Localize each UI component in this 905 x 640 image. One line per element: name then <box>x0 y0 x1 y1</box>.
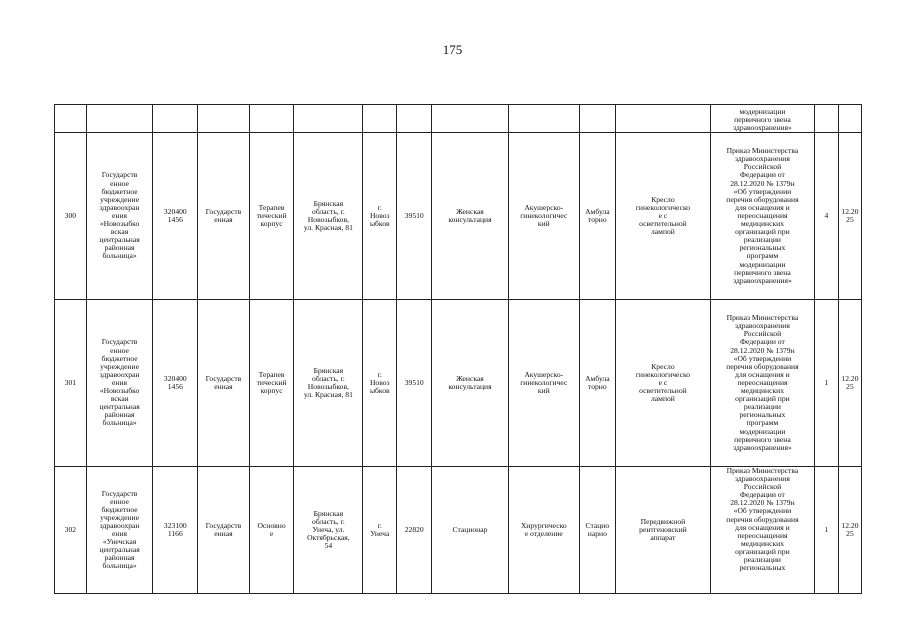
building-name: Терапев тический корпус <box>249 300 294 467</box>
page-number: 175 <box>442 42 463 57</box>
basis-fragment: модернизации первичного звена здравоохранения» <box>733 106 792 132</box>
organization-name: Государств енное бюджетное учреждение здравоохран ения «Новозыбко вская центральная районная больница» <box>86 300 153 467</box>
cell-org <box>86 105 153 133</box>
okato-code: 39510 <box>397 300 432 467</box>
building-name: Терапев тический корпус <box>249 133 294 300</box>
table-row-continuation <box>55 105 862 133</box>
table-row <box>55 300 862 467</box>
legal-basis: Приказ Министерства здравоохранения Российской Федерации от 28.12.2020 № 1379н «Об утверждении перечня оборудования для оснащения и переоснащения медицинских организаций при реализации региональных программ модернизации первичного звена здравоохранения» <box>711 133 815 300</box>
table-row <box>55 133 862 300</box>
row-number: 300 <box>55 133 87 300</box>
care-conditions: Стацио нарно <box>579 467 615 594</box>
okato-code: 22820 <box>397 467 432 594</box>
unit-name: Стационар <box>432 467 509 594</box>
cell-ownership <box>198 105 249 133</box>
equipment-name: Передвижной рентгеновский аппарат <box>615 467 710 594</box>
delivery-date: 12.20 25 <box>838 467 861 594</box>
organization-name: Государств енное бюджетное учреждение здравоохран ения «Унечская центральная районная больница» <box>86 467 153 594</box>
unit-name: Женская консультация <box>432 300 509 467</box>
cell-address <box>294 105 363 133</box>
equipment-name: Кресло гинекологическо е с осветительной лампой <box>615 133 710 300</box>
legal-basis: Приказ Министерства здравоохранения Российской Федерации от 28.12.2020 № 1379н «Об утверждении перечня оборудования для оснащения и переоснащения медицинских организаций при реализации региональных программ модернизации первичного звена здравоохранения» <box>711 300 815 467</box>
organization-code: 323100 1166 <box>153 467 198 594</box>
address: Брянская область, г. Унеча, ул. Октябрьская, 54 <box>294 467 363 594</box>
building-name: Основно е <box>249 467 294 594</box>
legal-basis: Приказ Министерства здравоохранения Российской Федерации от 28.12.2020 № 1379н «Об утверждении перечня оборудования для оснащения и переоснащения медицинских организаций при реализации региональных <box>711 467 815 594</box>
quantity: 4 <box>814 133 838 300</box>
care-conditions: Амбула торно <box>579 300 615 467</box>
address: Брянская область, г. Новозыбков, ул. Красная, 81 <box>294 133 363 300</box>
cell-code <box>153 105 198 133</box>
organization-code: 320400 1456 <box>153 133 198 300</box>
cell-num <box>55 105 87 133</box>
department-name: Акушерско- гинекологичес кий <box>508 300 579 467</box>
ownership-type: Государств енная <box>198 133 249 300</box>
okato-code: 39510 <box>397 133 432 300</box>
city: г. Новоз ыбков <box>363 133 397 300</box>
city: г. Новоз ыбков <box>363 300 397 467</box>
cell-care <box>579 105 615 133</box>
cell-city <box>363 105 397 133</box>
ownership-type: Государств енная <box>198 300 249 467</box>
cell-qty <box>814 105 838 133</box>
cell-equipment <box>615 105 710 133</box>
unit-name: Женская консультация <box>432 133 509 300</box>
quantity: 1 <box>814 300 838 467</box>
row-number: 302 <box>55 467 87 594</box>
delivery-date: 12.20 25 <box>838 300 861 467</box>
row-number: 301 <box>55 300 87 467</box>
department-name: Хирургическо е отделение <box>508 467 579 594</box>
delivery-date: 12.20 25 <box>838 133 861 300</box>
cell-okato <box>397 105 432 133</box>
cell-building <box>249 105 294 133</box>
equipment-name: Кресло гинекологическо е с осветительной лампой <box>615 300 710 467</box>
equipment-table <box>54 104 862 594</box>
table-row <box>55 467 862 594</box>
organization-name: Государств енное бюджетное учреждение здравоохран ения «Новозыбко вская центральная районная больница» <box>86 133 153 300</box>
quantity: 1 <box>814 467 838 594</box>
cell-basis <box>711 105 815 133</box>
department-name: Акушерско- гинекологичес кий <box>508 133 579 300</box>
cell-date <box>838 105 861 133</box>
city: г. Унеча <box>363 467 397 594</box>
cell-unit <box>432 105 509 133</box>
address: Брянская область, г. Новозыбков, ул. Красная, 81 <box>294 300 363 467</box>
care-conditions: Амбула торно <box>579 133 615 300</box>
organization-code: 320400 1456 <box>153 300 198 467</box>
cell-department <box>508 105 579 133</box>
ownership-type: Государств енная <box>198 467 249 594</box>
